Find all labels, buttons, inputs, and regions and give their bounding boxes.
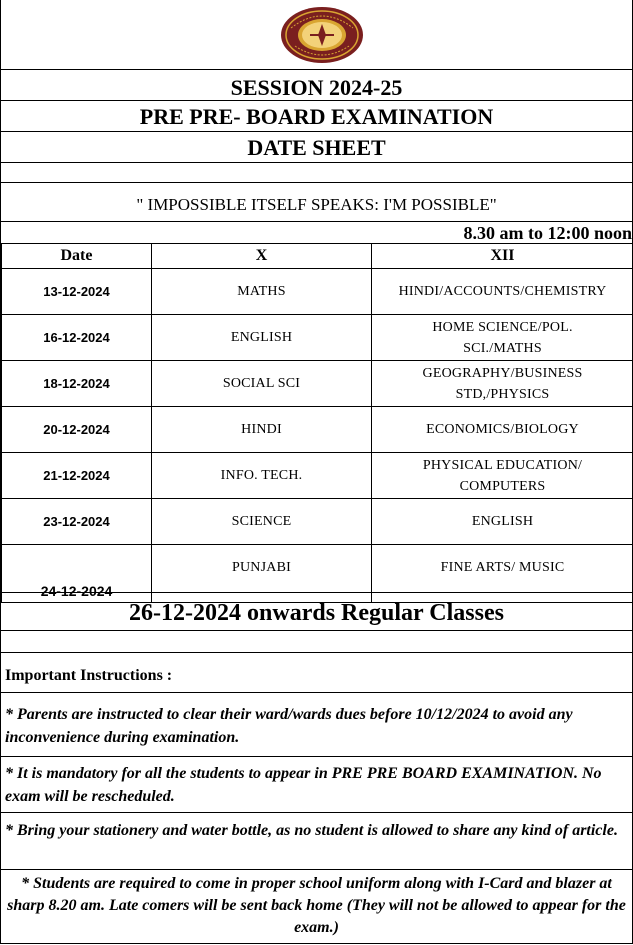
subject-xii: ENGLISH (372, 499, 633, 545)
session-title: SESSION 2024-25 (1, 69, 632, 101)
subject-xii-line: HOME SCIENCE/POL. (432, 319, 573, 335)
exam-title: PRE PRE- BOARD EXAMINATION (1, 100, 632, 132)
school-logo-icon (279, 6, 365, 64)
table-header-row (2, 244, 633, 269)
table-row (2, 453, 633, 499)
subject-xii-line: COMPUTERS (459, 478, 546, 494)
column-header-date: Date (2, 244, 152, 269)
subject-x: SCIENCE (152, 499, 372, 545)
subject-xii-line: STD,/PHYSICS (455, 386, 550, 402)
subject-x: MATHS (152, 269, 372, 315)
table-row (2, 315, 633, 361)
subject-x: PUNJABI (152, 545, 372, 603)
instruction-item: * Parents are instructed to clear their ward/wards dues before 10/12/2024 to avoid any inconvenience during examination. (1, 692, 632, 756)
column-header-x: X (152, 244, 372, 269)
spacer-row (1, 162, 632, 183)
date-sheet-title: DATE SHEET (1, 131, 632, 163)
exam-date: 13-12-2024 (2, 269, 152, 315)
exam-date: 16-12-2024 (2, 315, 152, 361)
instruction-item: * Students are required to come in proper school uniform along with I-Card and blazer at sharp 8.20 am. Late comers will be sent back home (They will not be allowed to appear for the exam.) (1, 869, 632, 943)
exam-date: 23-12-2024 (2, 499, 152, 545)
table-row (2, 407, 633, 453)
subject-xii: FINE ARTS/ MUSIC (372, 545, 633, 603)
subject-xii-line: SCI./MATHS (463, 340, 542, 356)
table-row (2, 499, 633, 545)
instruction-item: * Bring your stationery and water bottle, as no student is allowed to share any kind of article. (1, 812, 632, 869)
subject-xii-line: GEOGRAPHY/BUSINESS (422, 365, 583, 381)
header-logo-area (1, 0, 632, 68)
exam-schedule-table (1, 243, 633, 603)
subject-x: HINDI (152, 407, 372, 453)
subject-xii (372, 453, 633, 499)
subject-x: INFO. TECH. (152, 453, 372, 499)
subject-xii: HINDI/ACCOUNTS/CHEMISTRY (372, 269, 633, 315)
subject-xii (372, 361, 633, 407)
exam-date: 24-12-2024 (2, 545, 152, 603)
instructions-title: Important Instructions : (1, 652, 632, 692)
column-header-xii: XII (372, 244, 633, 269)
regular-classes-notice: 26-12-2024 onwards Regular Classes (1, 592, 632, 631)
subject-xii-line: PHYSICAL EDUCATION/ (422, 457, 583, 473)
exam-date: 18-12-2024 (2, 361, 152, 407)
subject-x: ENGLISH (152, 315, 372, 361)
subject-x: SOCIAL SCI (152, 361, 372, 407)
exam-timing: 8.30 am to 12:00 noon (1, 221, 632, 244)
subject-xii (372, 315, 633, 361)
spacer-row (1, 630, 632, 653)
table-row (2, 361, 633, 407)
subject-xii: ECONOMICS/BIOLOGY (372, 407, 633, 453)
exam-date: 20-12-2024 (2, 407, 152, 453)
motto-quote: " IMPOSSIBLE ITSELF SPEAKS: I'M POSSIBLE" (1, 182, 632, 222)
table-row (2, 269, 633, 315)
instruction-item: * It is mandatory for all the students to appear in PRE PRE BOARD EXAMINATION. No exam will be rescheduled. (1, 756, 632, 812)
exam-date: 21-12-2024 (2, 453, 152, 499)
